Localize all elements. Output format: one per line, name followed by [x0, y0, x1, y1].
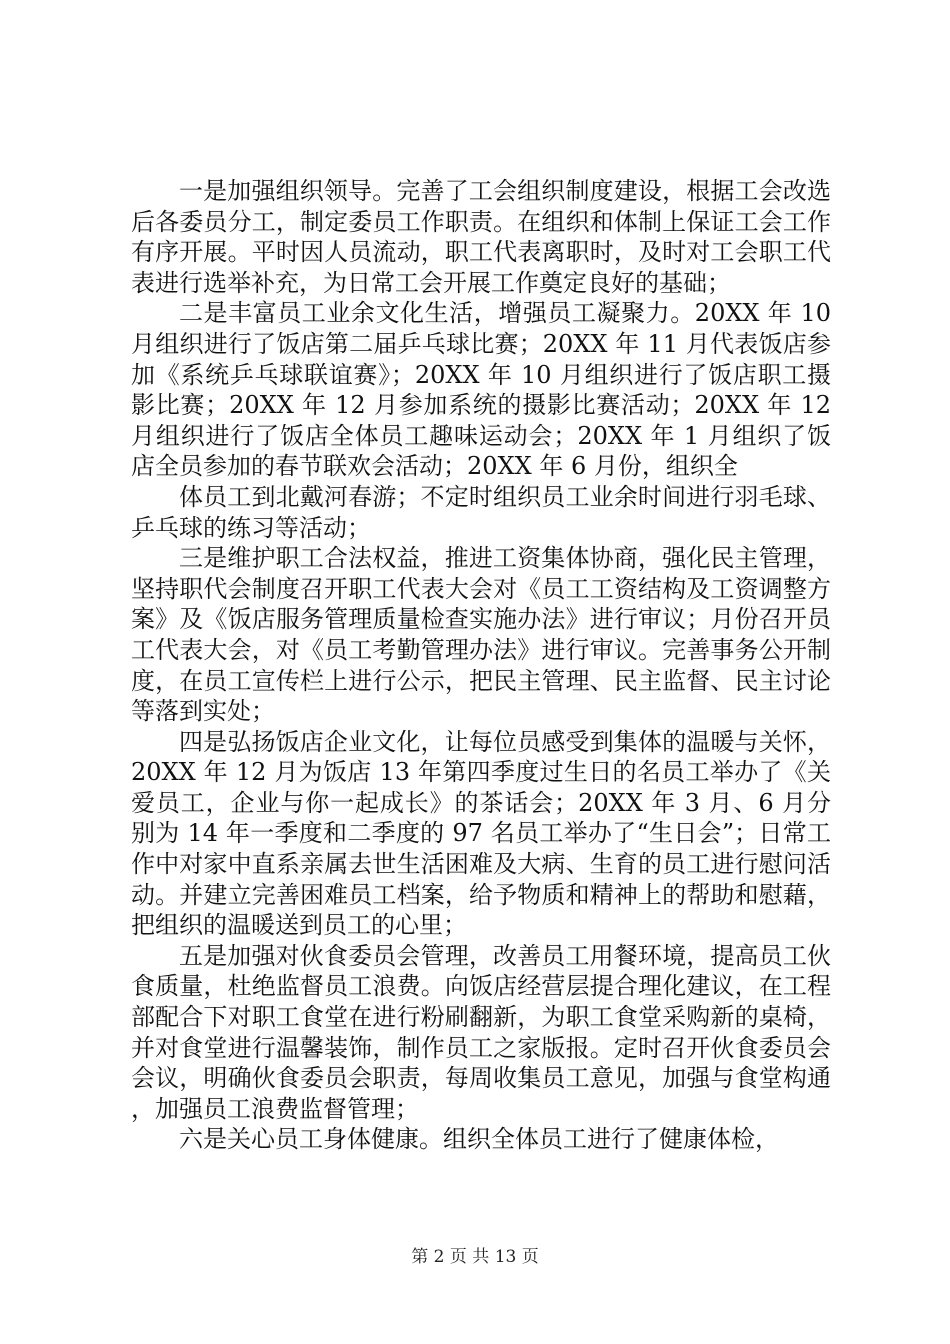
document-body: [131, 176, 831, 1155]
paragraph-cultural-life: 二是丰富员工业余文化生活，增强员工凝聚力。20XX 年 10 月组织进行了饭店第二届乒乓球比赛；20XX 年 11 月代表饭店参加《系统乒乓球联谊赛》；20XX 年 10 月组织进行了饭店职工摄影比赛；20XX 年 12 月参加系统的摄影比赛活动；20XX 年 12 月组织进行了饭店全体员工趣味运动会；20XX 年 1 月组织了饭店全员参加的春节联欢会活动；20XX 年 6 月份，组织全: [131, 299, 831, 481]
paragraph-corporate-culture: 四是弘扬饭店企业文化，让每位员感受到集体的温暖与关怀，20XX 年 12 月为饭店 13 年第四季度过生日的名员工举办了《关爱员工，企业与你一起成长》的茶话会；20XX 年 3 月、6 月分别为 14 年一季度和二季度的 97 名员工举办了“生日会”；日常工作中对家中直系亲属去世生活困难及大病、生育的员工进行慰问活动。并建立完善困难员工档案，给予物质和精神上的帮助和慰藉，把组织的温暖送到员工的心里；: [131, 727, 831, 940]
paragraph-cultural-life-continued: 体员工到北戴河春游；不定时组织员工业余时间进行羽毛球、乒乓球的练习等活动；: [131, 482, 831, 542]
paragraph-employee-health: 六是关心员工身体健康。组织全体员工进行了健康体检，: [179, 1125, 779, 1154]
paragraph-canteen-committee: 五是加强对伙食委员会管理，改善员工用餐环境，提高员工伙食质量，杜绝监督员工浪费。向饭店经营层提合理化建议，在工程部配合下对职工食堂在进行粉刷翻新，为职工食堂采购新的桌椅，并对食堂进行温馨装饰，制作员工之家版报。定时召开伙食委员会会议，明确伙食委员会职责，每周收集员工意见，加强与食堂构通，加强员工浪费监督管理；: [131, 941, 831, 1123]
page-number-footer: 第 2 页 共 13 页: [411, 1247, 539, 1267]
paragraph-organization-leadership: 一是加强组织领导。完善了工会组织制度建设，根据工会改选后各委员分工，制定委员工作职责。在组织和体制上保证工会工作有序开展。平时因人员流动，职工代表离职时，及时对工会职工代表进行选举补充，为日常工会开展工作奠定良好的基础；: [131, 177, 831, 297]
paragraph-worker-rights: 三是维护职工合法权益，推进工资集体协商，强化民主管理，坚持职代会制度召开职工代表大会对《员工工资结构及工资调整方案》及《饭店服务管理质量检查实施办法》进行审议；月份召开员工代表大会，对《员工考勤管理办法》进行审议。完善事务公开制度，在员工宣传栏上进行公示，把民主管理、民主监督、民主讨论等落到实处；: [131, 544, 831, 726]
